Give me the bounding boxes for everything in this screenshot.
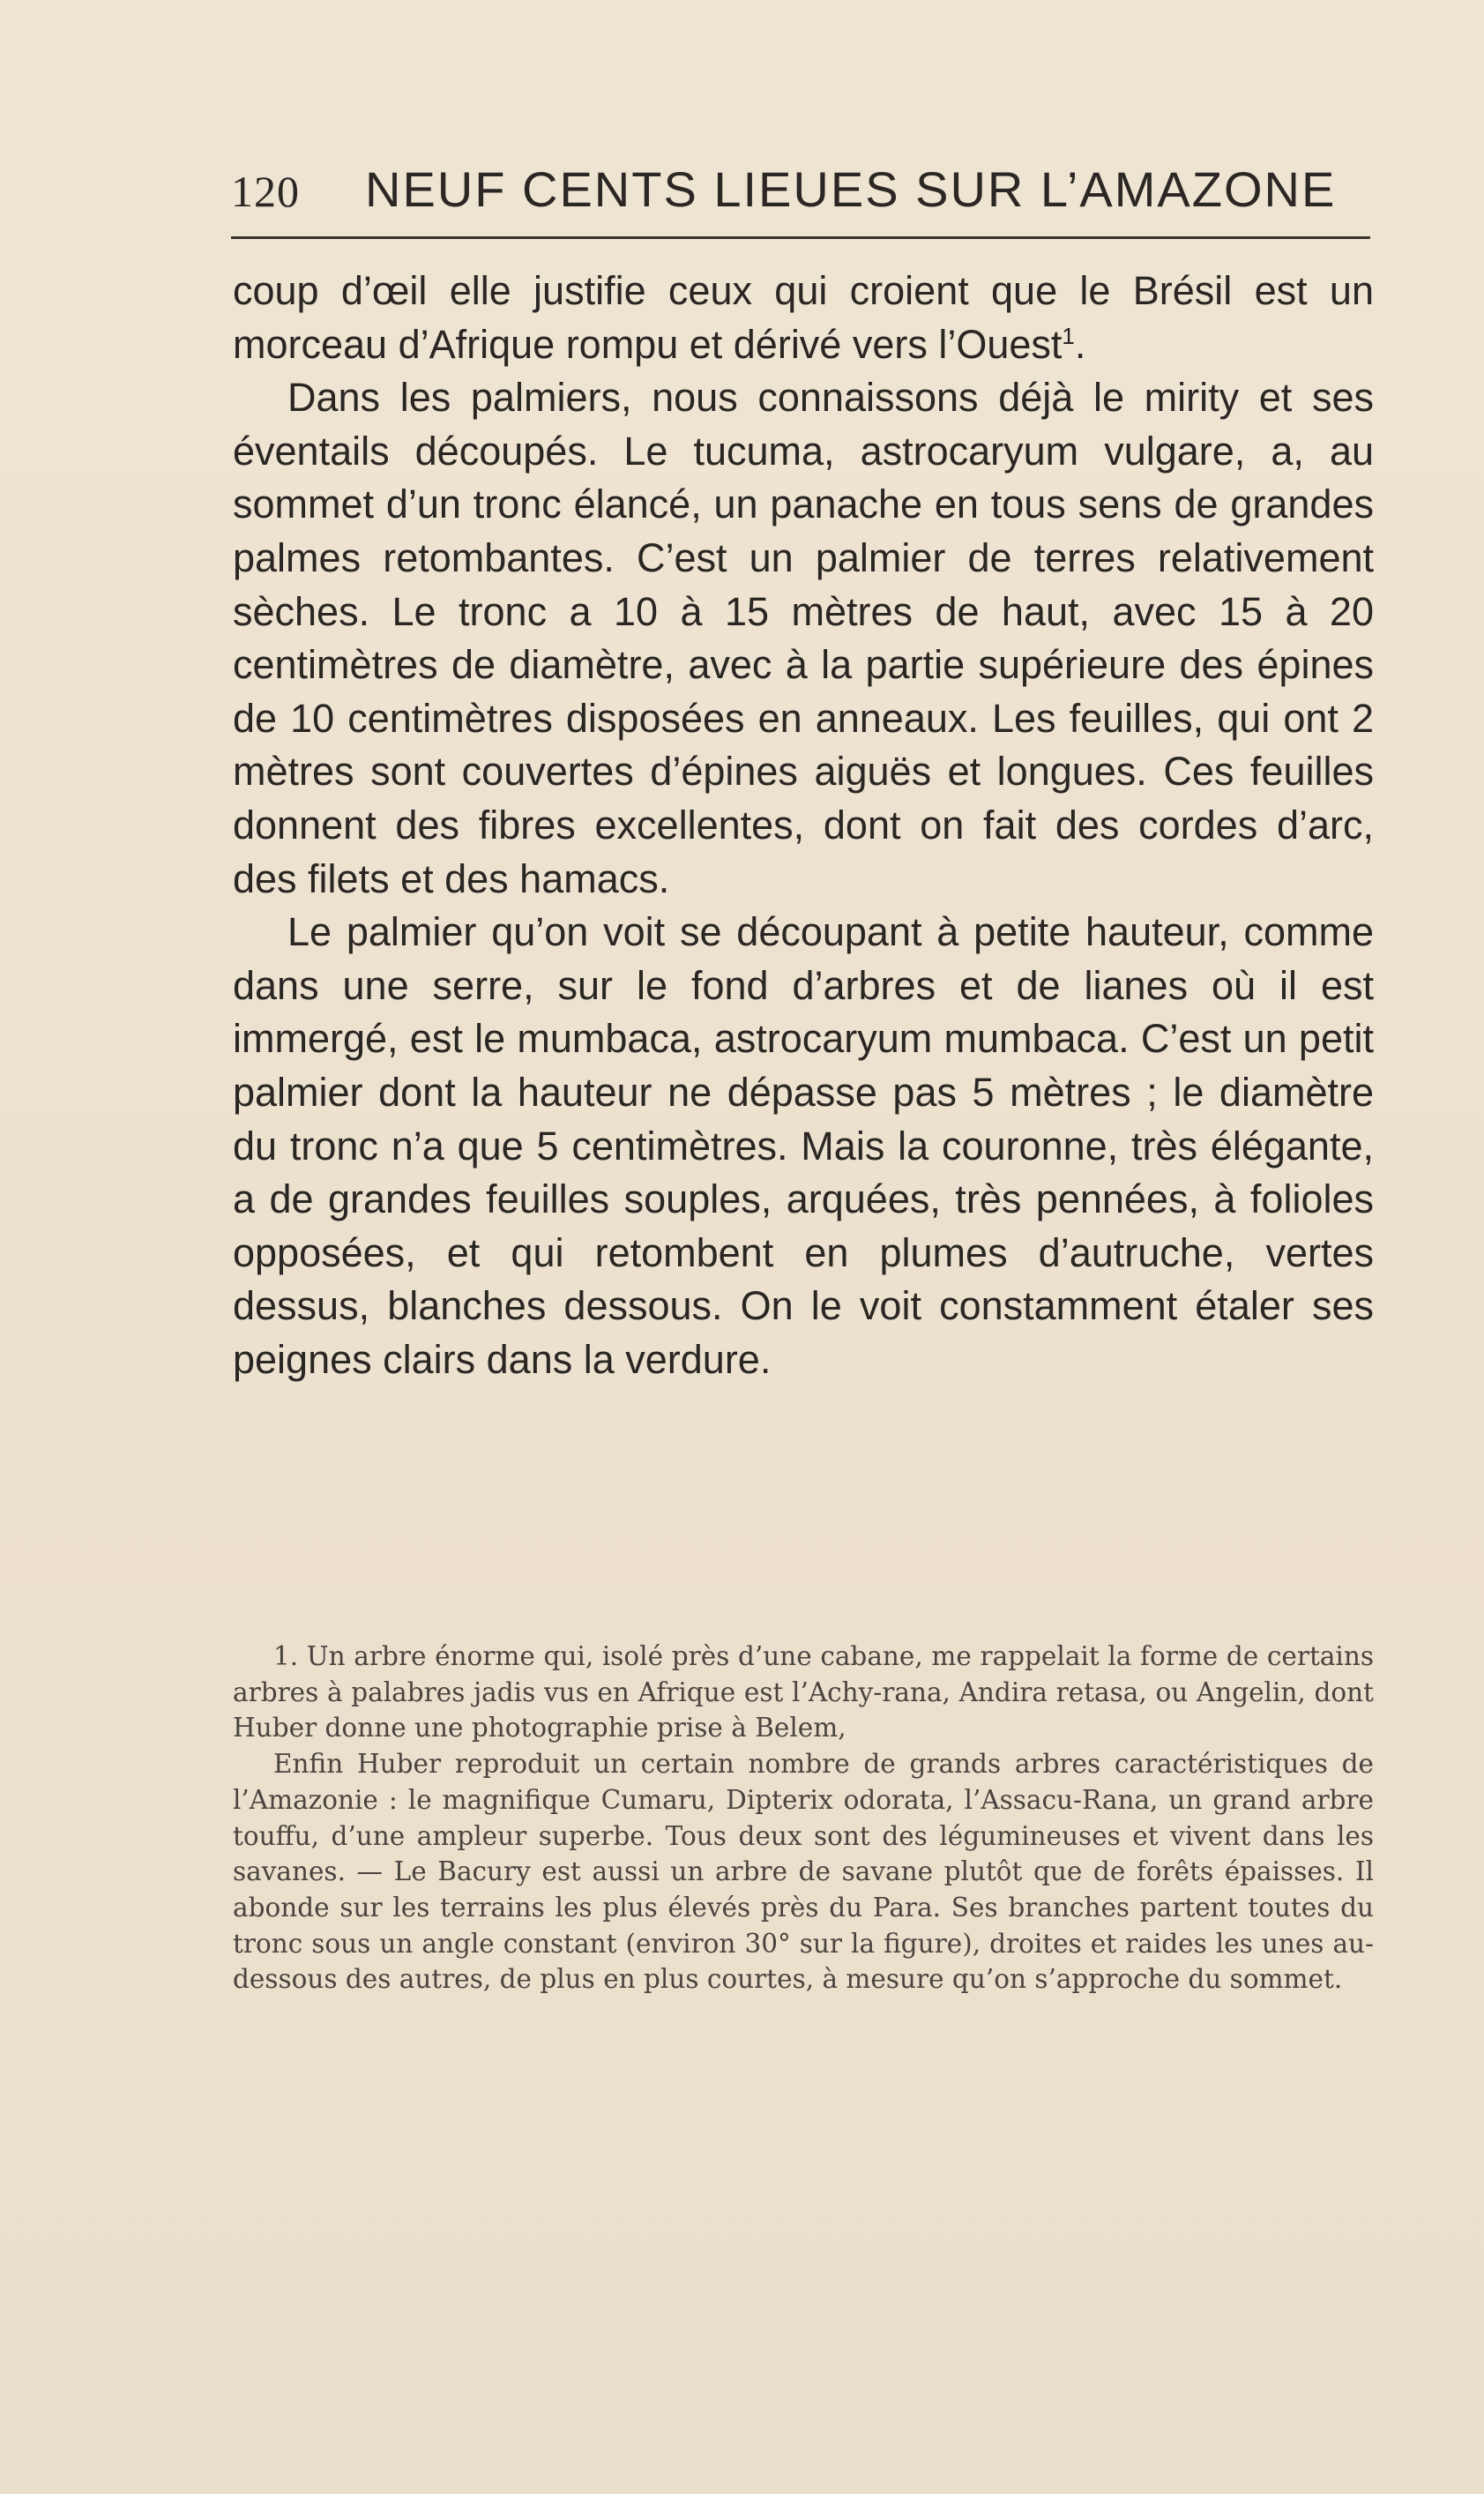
paragraph-1-text: coup d’œil elle justifie ceux qui croient que le Brésil est un morceau d’Afrique rompu et dérivé vers l’Ouest xyxy=(233,268,1374,367)
paragraph-tucuma: Dans les palmiers, nous connaissons déjà le mirity et ses éventails découpés. Le tucuma, astrocaryum vulgare, a, au sommet d’un tronc élancé, un panache en tous sens de grandes palmes retombantes. C’est un palmier de terres relativement sèches. Le tronc a 10 à 15 mètres de haut, avec 15 à 20 centimètres de diamètre, avec à la partie supérieure des épines de 10 centimètres disposées en anneaux. Les feuilles, qui ont 2 mètres sont couvertes d’épines aiguës et longues. Ces feuilles donnent des fibres excellentes, dont on fait des cordes d’arc, des filets et des hamacs. xyxy=(233,375,1374,901)
paragraph-mumbaca: Le palmier qu’on voit se découpant à petite hauteur, comme dans une serre, sur le fond d’arbres et de lianes où il est immergé, est le mumbaca, astrocaryum mumbaca. C’est un petit palmier dont la hauteur ne dépasse pas 5 mètres ; le diamètre du tronc n’a que 5 centimètres. Mais la couronne, très élégante, a de grandes feuilles souples, arquées, très pennées, à folioles opposées, et qui retombent en plumes d’autruche, vertes dessus, blanches dessous. On le voit constamment étaler ses peignes clairs dans la verdure. xyxy=(233,909,1374,1382)
main-text xyxy=(233,265,1374,1386)
paragraph-1-end: . xyxy=(1074,321,1086,367)
page-number: 120 xyxy=(231,167,300,216)
footnote-1: 1. Un arbre énorme qui, isolé près d’une cabane, me rappelait la forme de certains arbres à palabres jadis vus en Afrique est l’Achy-rana, Andira retasa, ou Angelin, dont Huber donne une photographie prise à Belem, xyxy=(233,1641,1374,1744)
footnotes xyxy=(233,1639,1374,1997)
footnote-1-continued: Enfin Huber reproduit un certain nombre de grands arbres caractéristiques de l’Amazonie : le magnifique Cumaru, Dipterix odorata, l’Assacu-Rana, un grand arbre touffu, d’une ampleur superbe. Tous deux sont des légumineuses et vivent dans les savanes. — Le Bacury est aussi un arbre de savane plutôt que de forêts épaisses. Il abonde sur les terrains les plus élevés près du Para. Ses branches partent toutes du tronc sous un angle constant (environ 30° sur la figure), droites et raides les unes au-dessous des autres, de plus en plus courtes, à mesure qu’on s’approche du sommet. xyxy=(233,1749,1374,1995)
paragraph-continuation xyxy=(233,265,1374,371)
footnote-reference: 1 xyxy=(1062,322,1075,349)
running-title: NEUF CENTS LIEUES SUR L’AMAZONE xyxy=(365,161,1337,217)
header-rule xyxy=(231,236,1370,239)
page-header xyxy=(231,161,1377,231)
